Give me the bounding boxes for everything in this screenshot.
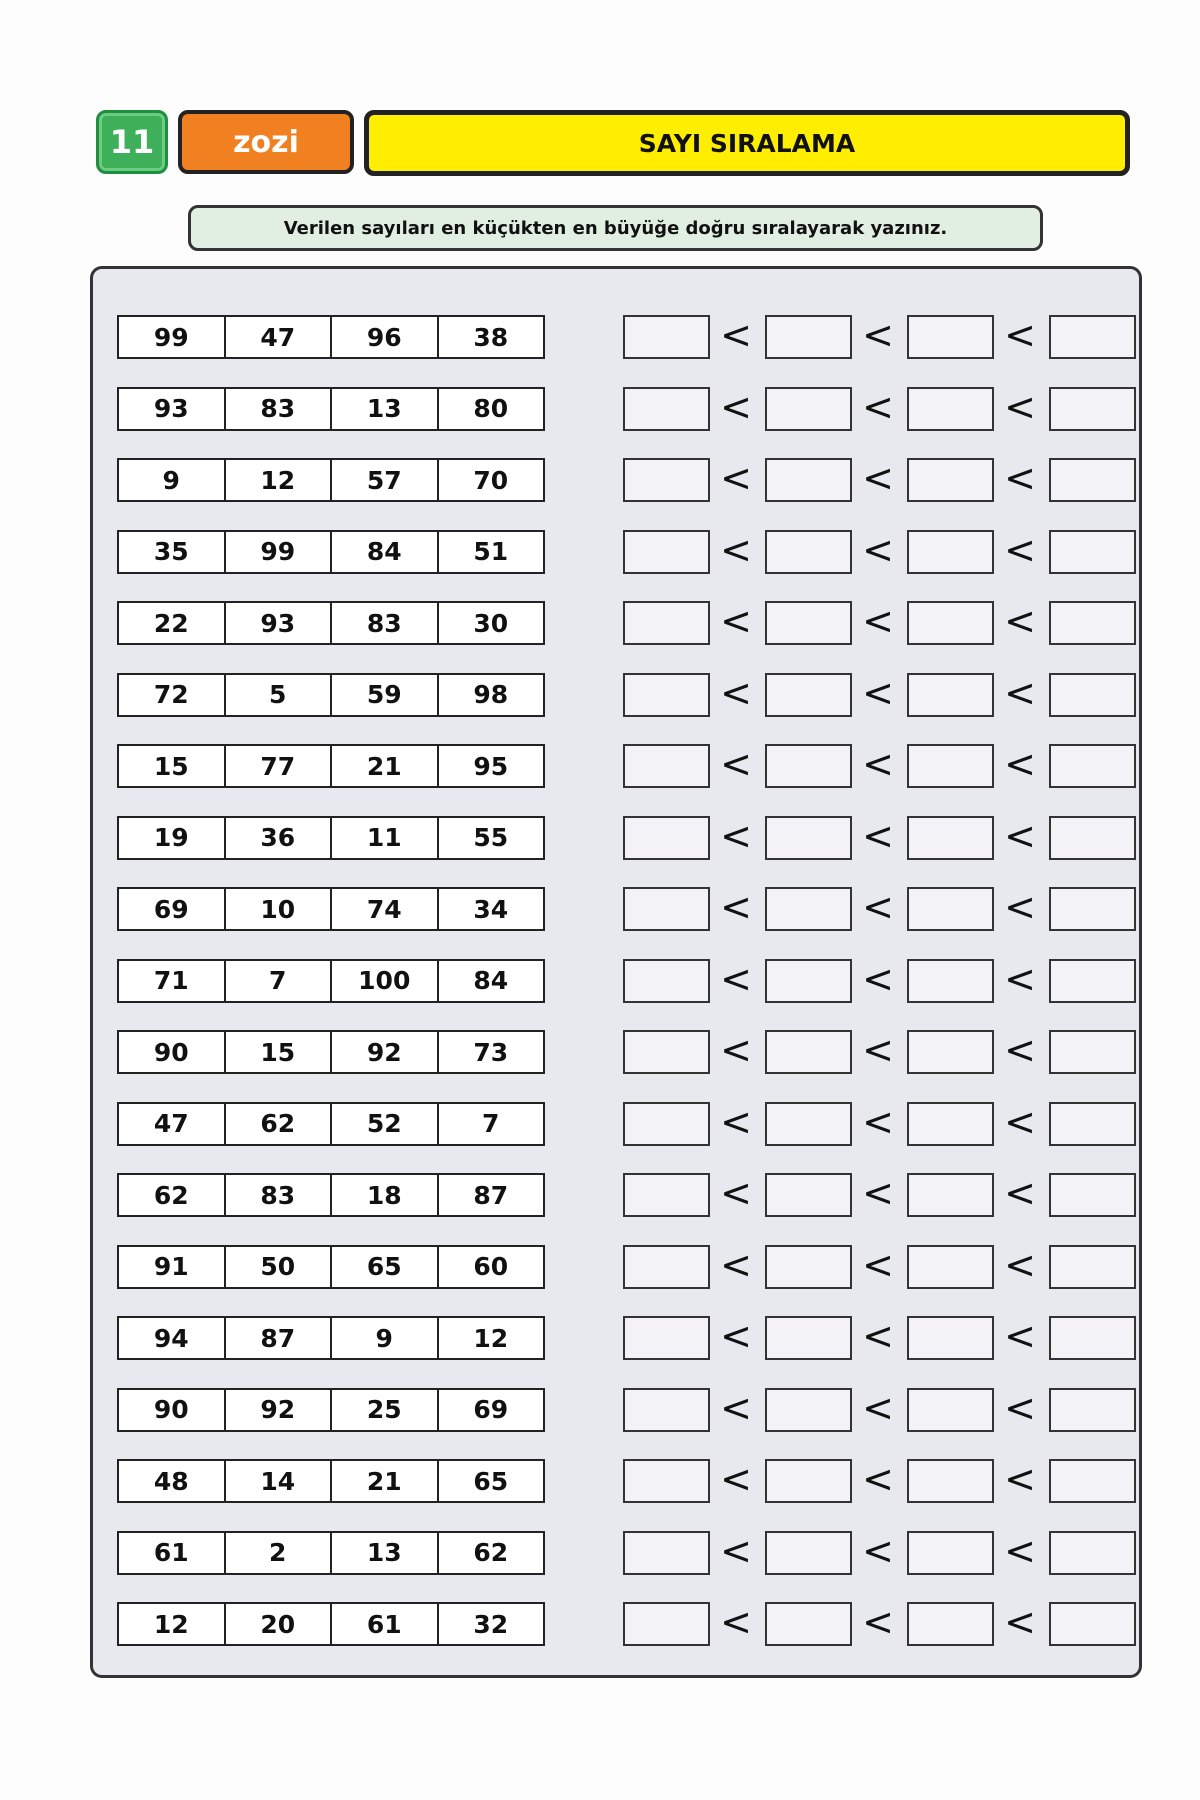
- answer-box[interactable]: [623, 1102, 710, 1146]
- given-number-cell: 55: [473, 823, 509, 852]
- header: [96, 110, 1130, 178]
- less-than-symbol: <: [720, 1457, 752, 1501]
- answer-box[interactable]: [1049, 673, 1136, 717]
- answer-box[interactable]: [907, 315, 994, 359]
- less-than-symbol: <: [1004, 1099, 1036, 1144]
- brand-logo: zozi: [178, 110, 354, 174]
- answer-box[interactable]: [907, 887, 994, 931]
- answer-box[interactable]: [765, 1602, 852, 1646]
- exercise-row: [117, 956, 1117, 1003]
- given-number-cell: 22: [119, 603, 226, 643]
- answer-box[interactable]: [765, 744, 852, 788]
- answer-box[interactable]: [1049, 744, 1136, 788]
- given-number-cell: 13: [332, 389, 439, 429]
- given-number-cell: 20: [226, 1604, 333, 1644]
- answer-box[interactable]: [765, 816, 852, 860]
- given-number-cell: 12: [473, 1323, 509, 1353]
- answer-box[interactable]: [623, 387, 710, 431]
- given-number-cell: 83: [226, 389, 333, 429]
- less-than-symbol: <: [720, 885, 752, 929]
- exercise-row: [117, 1385, 1117, 1432]
- answer-box[interactable]: [1049, 1459, 1136, 1503]
- less-than-symbol: <: [720, 527, 752, 572]
- less-than-symbol: <: [720, 670, 752, 715]
- given-number-cell: 90: [119, 1390, 226, 1430]
- exercise-row: [117, 1459, 1117, 1503]
- given-number-cell: 61: [119, 1533, 226, 1573]
- given-number-cell: 69: [473, 1395, 509, 1424]
- answer-box[interactable]: [623, 816, 710, 860]
- answer-box[interactable]: [1049, 816, 1136, 860]
- given-number-cell: 93: [226, 603, 333, 643]
- exercise-row: [117, 744, 1117, 788]
- given-numbers-box: [117, 1316, 545, 1360]
- given-number-cell: 5: [226, 675, 333, 715]
- given-numbers-box: [117, 1602, 545, 1646]
- given-numbers-box: [117, 458, 545, 502]
- given-numbers-box: [117, 1531, 545, 1575]
- given-number-cell: 7: [482, 1109, 500, 1138]
- less-than-symbol: <: [862, 956, 894, 1001]
- answer-box[interactable]: [765, 387, 852, 431]
- answer-box[interactable]: [623, 673, 710, 717]
- given-number-cell: 12: [119, 1604, 226, 1644]
- less-than-symbol: <: [862, 1457, 894, 1501]
- answer-box[interactable]: [623, 1602, 710, 1646]
- answer-box[interactable]: [907, 601, 994, 645]
- given-number-cell: 71: [119, 961, 226, 1001]
- given-numbers-box: [117, 744, 545, 788]
- given-number-cell: 94: [119, 1318, 226, 1358]
- given-number-cell: 59: [332, 675, 439, 715]
- given-number-cell: 13: [332, 1533, 439, 1573]
- given-number-cell: 21: [332, 1461, 439, 1501]
- exercise-row: [117, 527, 1117, 574]
- answer-box[interactable]: [907, 1030, 994, 1074]
- less-than-symbol: <: [720, 1171, 752, 1215]
- less-than-symbol: <: [1004, 1028, 1036, 1072]
- less-than-symbol: <: [720, 1600, 752, 1644]
- answer-box[interactable]: [765, 959, 852, 1003]
- answer-box[interactable]: [623, 1531, 710, 1575]
- answer-box[interactable]: [765, 601, 852, 645]
- answer-box[interactable]: [1049, 315, 1136, 359]
- less-than-symbol: <: [1004, 1314, 1036, 1358]
- answer-box[interactable]: [907, 1459, 994, 1503]
- exercise-row: [117, 887, 1117, 931]
- given-number-cell: 57: [332, 460, 439, 500]
- given-numbers-box: [117, 601, 545, 645]
- answer-box[interactable]: [765, 1388, 852, 1432]
- answer-box[interactable]: [1049, 1245, 1136, 1289]
- less-than-symbol: <: [1004, 742, 1036, 786]
- answer-box[interactable]: [765, 458, 852, 502]
- less-than-symbol: <: [862, 1099, 894, 1144]
- answer-box[interactable]: [907, 458, 994, 502]
- exercise-row: [117, 1316, 1117, 1360]
- given-numbers-box: [117, 959, 545, 1003]
- less-than-symbol: <: [862, 527, 894, 572]
- given-number-cell: 65: [332, 1247, 439, 1287]
- answer-box[interactable]: [1049, 1173, 1136, 1217]
- answer-box[interactable]: [765, 1030, 852, 1074]
- answer-box[interactable]: [765, 1316, 852, 1360]
- answer-box[interactable]: [765, 1531, 852, 1575]
- answer-box[interactable]: [907, 387, 994, 431]
- given-numbers-box: [117, 816, 545, 860]
- given-numbers-box: [117, 530, 545, 574]
- answer-box[interactable]: [623, 1388, 710, 1432]
- exercise-row: [117, 813, 1117, 860]
- answer-box[interactable]: [765, 673, 852, 717]
- less-than-symbol: <: [1004, 1171, 1036, 1215]
- given-number-cell: 36: [226, 818, 333, 858]
- given-number-cell: 30: [473, 608, 509, 638]
- given-number-cell: 99: [226, 532, 333, 572]
- given-number-cell: 80: [473, 394, 509, 423]
- given-number-cell: 87: [473, 1180, 509, 1210]
- given-number-cell: 9: [119, 460, 226, 500]
- answer-box[interactable]: [907, 1245, 994, 1289]
- less-than-symbol: <: [1004, 456, 1036, 500]
- given-numbers-box: [117, 1459, 545, 1503]
- less-than-symbol: <: [1004, 885, 1036, 929]
- exercise-row: [117, 670, 1117, 717]
- answer-box[interactable]: [907, 1531, 994, 1575]
- given-number-cell: 92: [226, 1390, 333, 1430]
- given-number-cell: 70: [473, 465, 509, 495]
- exercise-panel: [90, 266, 1142, 1678]
- exercise-row: [117, 315, 1117, 359]
- less-than-symbol: <: [720, 1314, 752, 1358]
- answer-box[interactable]: [1049, 387, 1136, 431]
- given-number-cell: 90: [119, 1032, 226, 1072]
- given-number-cell: 98: [473, 680, 509, 709]
- less-than-symbol: <: [720, 1242, 752, 1287]
- answer-box[interactable]: [1049, 1531, 1136, 1575]
- given-numbers-box: [117, 1388, 545, 1432]
- less-than-symbol: <: [720, 1528, 752, 1573]
- less-than-symbol: <: [862, 1028, 894, 1072]
- given-number-cell: 11: [332, 818, 439, 858]
- answer-box[interactable]: [765, 1173, 852, 1217]
- given-number-cell: 73: [473, 1037, 509, 1067]
- answer-box[interactable]: [623, 315, 710, 359]
- answer-box[interactable]: [623, 1173, 710, 1217]
- answer-box[interactable]: [907, 1316, 994, 1360]
- less-than-symbol: <: [720, 956, 752, 1001]
- less-than-symbol: <: [1004, 599, 1036, 643]
- less-than-symbol: <: [862, 313, 894, 357]
- answer-box[interactable]: [623, 959, 710, 1003]
- given-number-cell: 15: [119, 746, 226, 786]
- answer-box[interactable]: [907, 1173, 994, 1217]
- given-number-cell: 99: [119, 317, 226, 357]
- given-numbers-box: [117, 887, 545, 931]
- answer-box[interactable]: [907, 959, 994, 1003]
- given-number-cell: 93: [119, 389, 226, 429]
- given-number-cell: 9: [332, 1318, 439, 1358]
- worksheet-title: SAYI SIRALAMA: [364, 110, 1130, 176]
- less-than-symbol: <: [862, 1242, 894, 1287]
- answer-box[interactable]: [623, 530, 710, 574]
- answer-box[interactable]: [1049, 959, 1136, 1003]
- less-than-symbol: <: [862, 1528, 894, 1573]
- answer-box[interactable]: [765, 1459, 852, 1503]
- less-than-symbol: <: [1004, 813, 1036, 858]
- given-number-cell: 84: [332, 532, 439, 572]
- answer-box[interactable]: [623, 887, 710, 931]
- given-numbers-box: [117, 315, 545, 359]
- given-number-cell: 62: [473, 1538, 509, 1567]
- answer-box[interactable]: [907, 673, 994, 717]
- exercise-row: [117, 1099, 1117, 1146]
- given-number-cell: 18: [332, 1175, 439, 1215]
- answer-box[interactable]: [623, 1030, 710, 1074]
- less-than-symbol: <: [862, 885, 894, 929]
- given-number-cell: 72: [119, 675, 226, 715]
- given-number-cell: 96: [332, 317, 439, 357]
- exercise-row: [117, 384, 1117, 431]
- less-than-symbol: <: [1004, 384, 1036, 429]
- answer-box[interactable]: [623, 1245, 710, 1289]
- given-number-cell: 2: [226, 1533, 333, 1573]
- less-than-symbol: <: [720, 599, 752, 643]
- given-number-cell: 62: [226, 1104, 333, 1144]
- answer-box[interactable]: [765, 1245, 852, 1289]
- instruction-text: Verilen sayıları en küçükten en büyüğe doğru sıralayarak yazınız.: [188, 205, 1043, 251]
- exercise-row: [117, 1173, 1117, 1217]
- answer-box[interactable]: [1049, 1102, 1136, 1146]
- given-number-cell: 47: [226, 317, 333, 357]
- given-number-cell: 83: [332, 603, 439, 643]
- less-than-symbol: <: [1004, 1385, 1036, 1430]
- answer-box[interactable]: [1049, 887, 1136, 931]
- less-than-symbol: <: [862, 1385, 894, 1430]
- given-number-cell: 35: [119, 532, 226, 572]
- less-than-symbol: <: [862, 599, 894, 643]
- given-numbers-box: [117, 387, 545, 431]
- given-number-cell: 83: [226, 1175, 333, 1215]
- given-number-cell: 14: [226, 1461, 333, 1501]
- less-than-symbol: <: [862, 670, 894, 715]
- given-number-cell: 21: [332, 746, 439, 786]
- less-than-symbol: <: [720, 1028, 752, 1072]
- less-than-symbol: <: [720, 1385, 752, 1430]
- given-numbers-box: [117, 1173, 545, 1217]
- less-than-symbol: <: [720, 742, 752, 786]
- answer-box[interactable]: [623, 601, 710, 645]
- less-than-symbol: <: [862, 1171, 894, 1215]
- answer-box[interactable]: [907, 1102, 994, 1146]
- given-number-cell: 62: [119, 1175, 226, 1215]
- given-number-cell: 15: [226, 1032, 333, 1072]
- less-than-symbol: <: [862, 1314, 894, 1358]
- given-number-cell: 19: [119, 818, 226, 858]
- answer-box[interactable]: [623, 1316, 710, 1360]
- given-numbers-box: [117, 673, 545, 717]
- given-number-cell: 50: [226, 1247, 333, 1287]
- answer-box[interactable]: [765, 887, 852, 931]
- given-number-cell: 77: [226, 746, 333, 786]
- less-than-symbol: <: [1004, 1528, 1036, 1573]
- answer-box[interactable]: [907, 1388, 994, 1432]
- less-than-symbol: <: [1004, 670, 1036, 715]
- less-than-symbol: <: [862, 456, 894, 500]
- less-than-symbol: <: [1004, 313, 1036, 357]
- less-than-symbol: <: [862, 1600, 894, 1644]
- answer-box[interactable]: [907, 744, 994, 788]
- less-than-symbol: <: [720, 313, 752, 357]
- given-number-cell: 25: [332, 1390, 439, 1430]
- exercise-row: [117, 1528, 1117, 1575]
- exercise-row: [117, 601, 1117, 645]
- less-than-symbol: <: [720, 456, 752, 500]
- less-than-symbol: <: [720, 1099, 752, 1144]
- exercise-row: [117, 1242, 1117, 1289]
- given-number-cell: 60: [473, 1252, 509, 1281]
- exercise-row: [117, 1030, 1117, 1074]
- given-number-cell: 65: [473, 1466, 509, 1496]
- given-number-cell: 84: [473, 966, 509, 995]
- given-numbers-box: [117, 1102, 545, 1146]
- answer-box[interactable]: [623, 1459, 710, 1503]
- less-than-symbol: <: [720, 384, 752, 429]
- less-than-symbol: <: [1004, 1600, 1036, 1644]
- given-numbers-box: [117, 1245, 545, 1289]
- less-than-symbol: <: [862, 742, 894, 786]
- answer-box[interactable]: [623, 458, 710, 502]
- less-than-symbol: <: [720, 813, 752, 858]
- answer-box[interactable]: [623, 744, 710, 788]
- given-number-cell: 74: [332, 889, 439, 929]
- given-number-cell: 87: [226, 1318, 333, 1358]
- less-than-symbol: <: [862, 813, 894, 858]
- given-number-cell: 91: [119, 1247, 226, 1287]
- answer-box[interactable]: [907, 530, 994, 574]
- given-number-cell: 95: [473, 751, 509, 781]
- answer-box[interactable]: [907, 1602, 994, 1646]
- given-number-cell: 47: [119, 1104, 226, 1144]
- less-than-symbol: <: [1004, 1242, 1036, 1287]
- given-number-cell: 100: [332, 961, 439, 1001]
- page-number-badge: 11: [96, 110, 168, 174]
- answer-box[interactable]: [1049, 530, 1136, 574]
- answer-box[interactable]: [765, 315, 852, 359]
- given-numbers-box: [117, 1030, 545, 1074]
- exercise-row: [117, 458, 1117, 502]
- less-than-symbol: <: [1004, 956, 1036, 1001]
- given-number-cell: 32: [473, 1609, 509, 1639]
- given-number-cell: 48: [119, 1461, 226, 1501]
- answer-box[interactable]: [1049, 458, 1136, 502]
- less-than-symbol: <: [862, 384, 894, 429]
- answer-box[interactable]: [907, 816, 994, 860]
- less-than-symbol: <: [1004, 1457, 1036, 1501]
- given-number-cell: 61: [332, 1604, 439, 1644]
- answer-box[interactable]: [1049, 601, 1136, 645]
- answer-box[interactable]: [765, 1102, 852, 1146]
- answer-box[interactable]: [1049, 1388, 1136, 1432]
- given-number-cell: 69: [119, 889, 226, 929]
- answer-box[interactable]: [1049, 1316, 1136, 1360]
- given-number-cell: 12: [226, 460, 333, 500]
- given-number-cell: 38: [473, 322, 509, 352]
- given-number-cell: 92: [332, 1032, 439, 1072]
- given-number-cell: 51: [473, 537, 509, 566]
- answer-box[interactable]: [765, 530, 852, 574]
- given-number-cell: 34: [473, 894, 509, 924]
- given-number-cell: 7: [226, 961, 333, 1001]
- answer-box[interactable]: [1049, 1030, 1136, 1074]
- answer-box[interactable]: [1049, 1602, 1136, 1646]
- given-number-cell: 52: [332, 1104, 439, 1144]
- given-number-cell: 10: [226, 889, 333, 929]
- exercise-row: [117, 1602, 1117, 1646]
- less-than-symbol: <: [1004, 527, 1036, 572]
